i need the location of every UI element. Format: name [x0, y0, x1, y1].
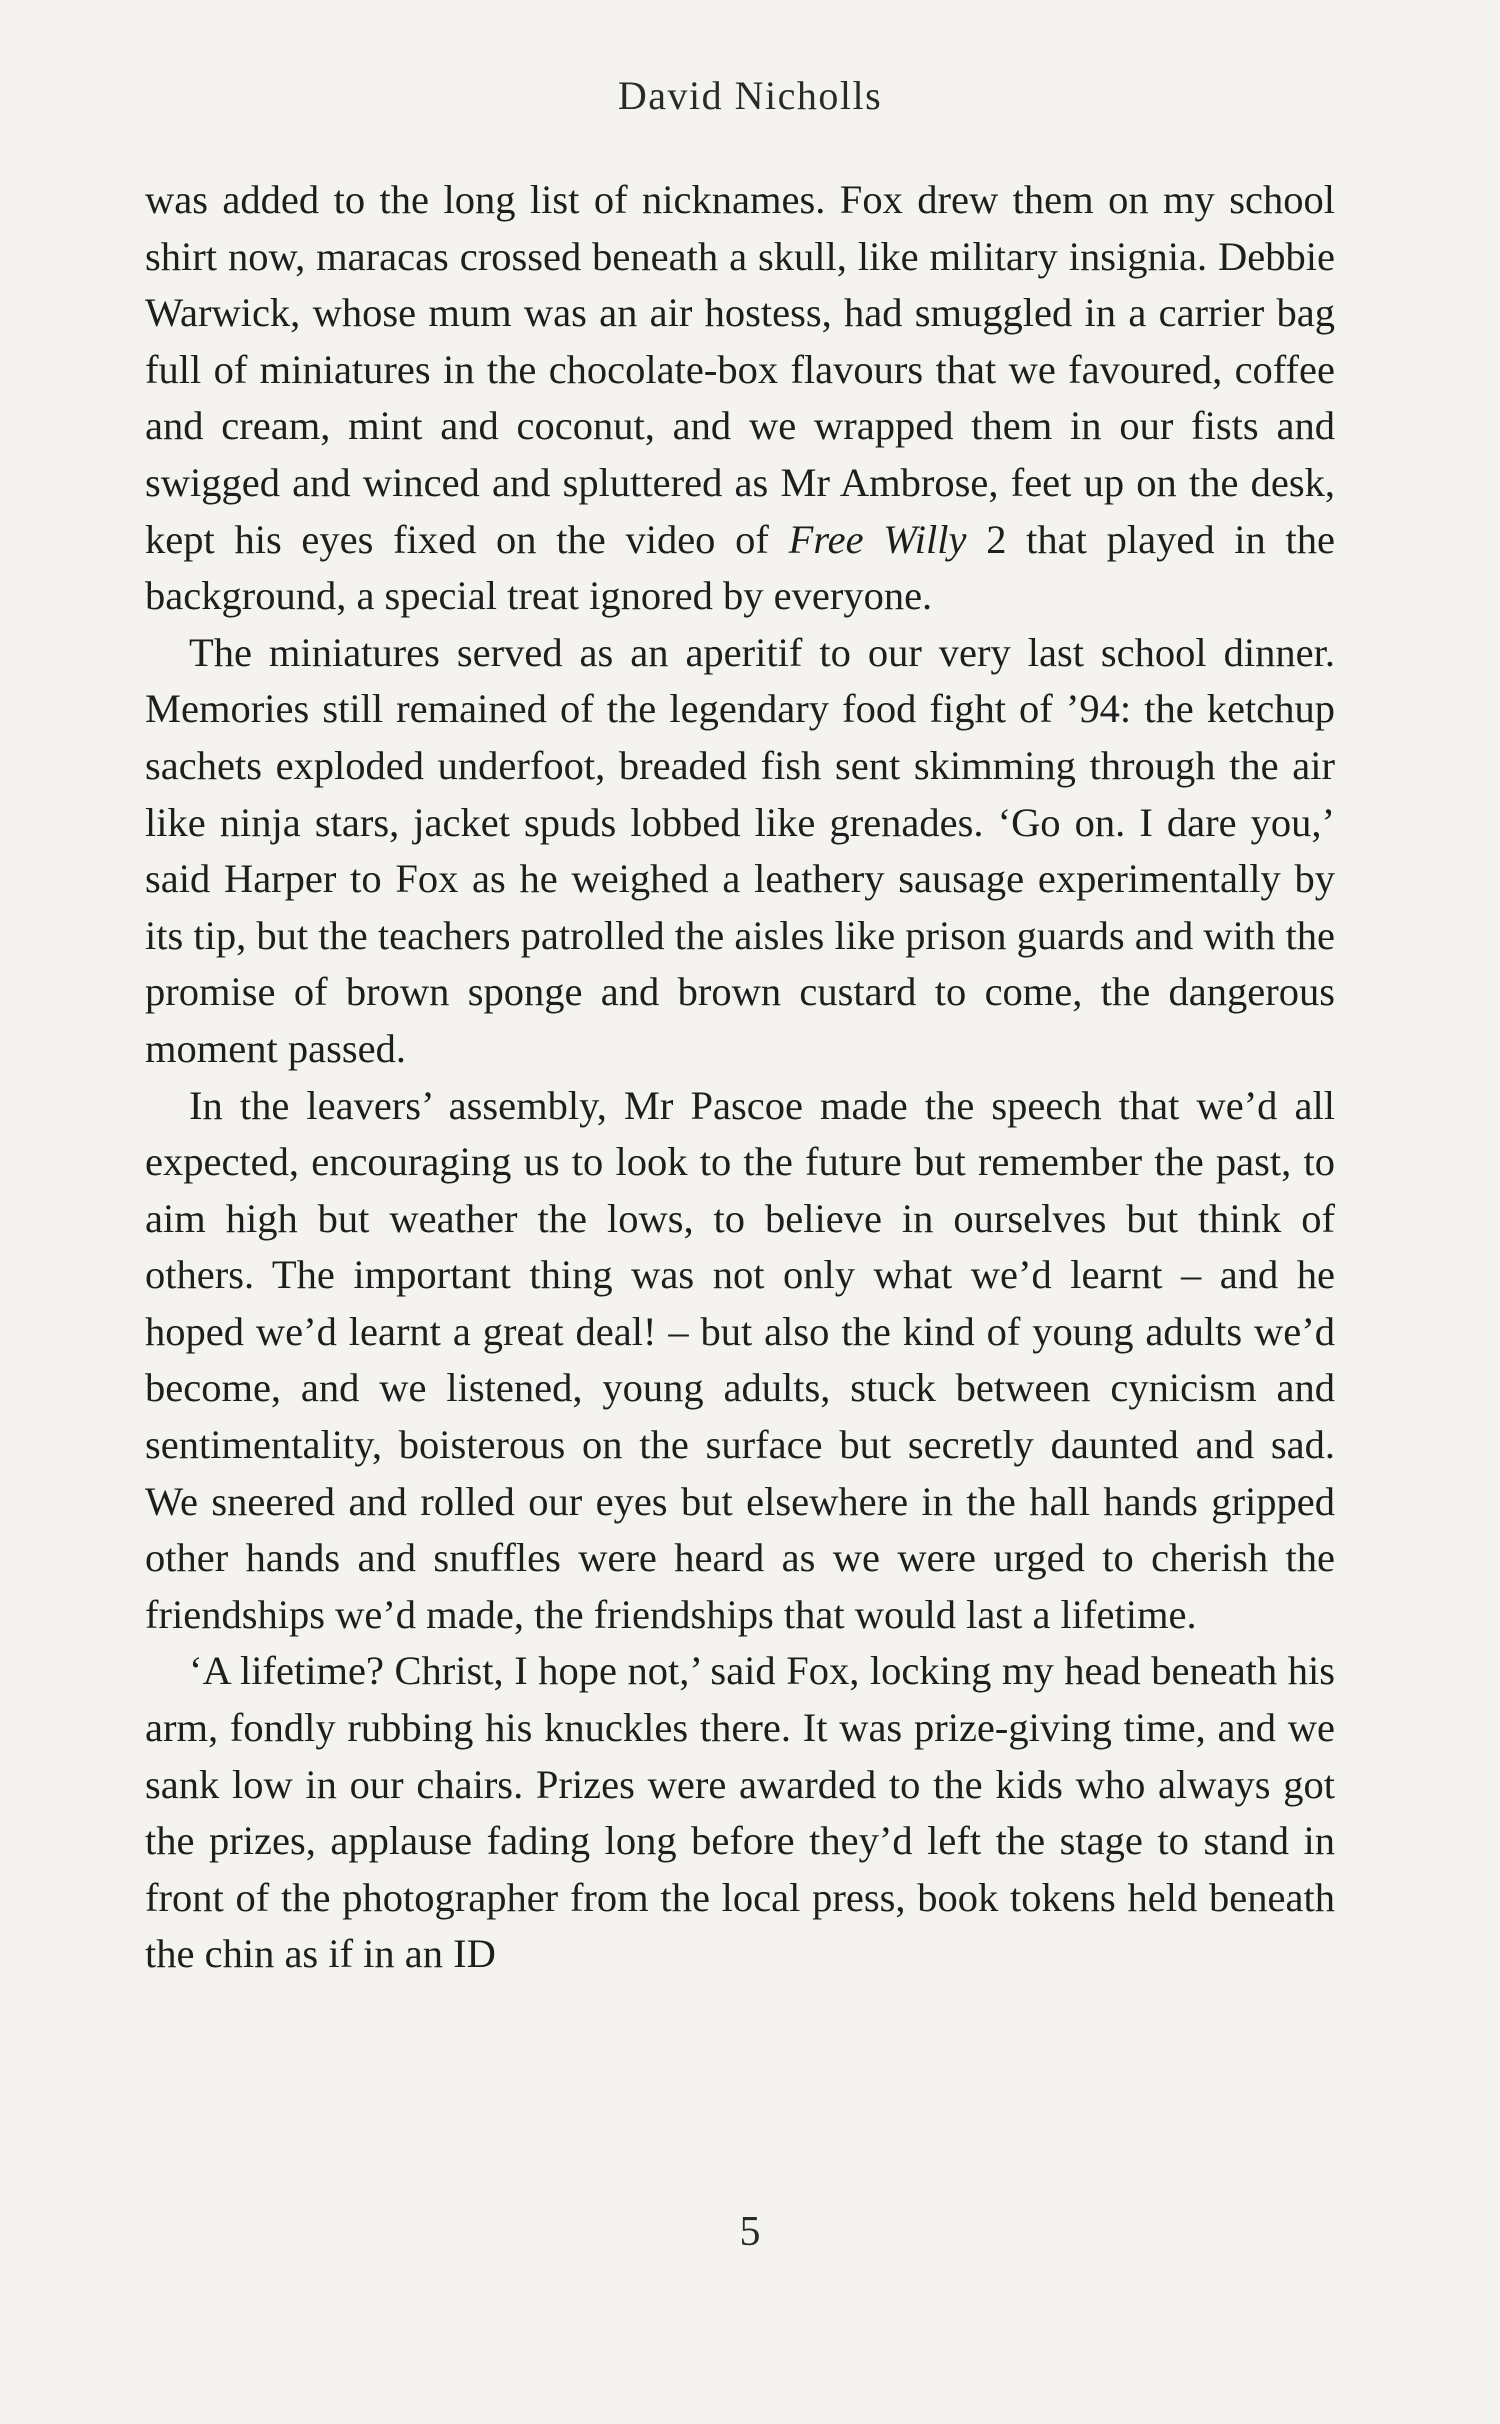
paragraph-2: The miniatures served as an aperitif to our very last school dinner. Memories still remained of the legendary food fight of ’94: the ketchup sachets exploded underfoot, breaded fish sent skimming through the air like ninja stars, jacket spuds lobbed like grenades. ‘Go on. I dare you,’ said Harper to Fox as he weighed a leathery sausage experimentally by its tip, but the teachers patrolled the aisles like prison guards and with the promise of brown sponge and brown custard to come, the dangerous moment passed. — [145, 629, 1335, 1071]
paragraph-1-text-a: was added to the long list of nicknames. Fox drew them on my school shirt now, maracas crossed beneath a skull, like military insignia. Debbie Warwick, whose mum was an air hostess, had smuggled in a carrier bag full of miniatures in the chocolate-box flavours that we favoured, coffee and cream, mint and coconut, and we wrapped them in our fists and swigged and winced and spluttered as Mr Ambrose, feet up on the desk, kept his eyes fixed on the video of — [145, 177, 1335, 562]
film-title: Free Willy — [788, 516, 967, 562]
running-head-author: David Nicholls — [617, 73, 883, 118]
paragraph-1-text-b: 2 that played in the background, a special treat ignored by everyone. — [145, 516, 1335, 619]
body-text — [145, 172, 1335, 1983]
paragraph-3: In the leavers’ assembly, Mr Pascoe made the speech that we’d all expected, encouraging us to look to the future but remember the past, to aim high but weather the lows, to believe in ourselves but think of others. The important thing was not only what we’d learnt – and he hoped we’d learnt a great deal! – but also the kind of young adults we’d become, and we listened, young adults, stuck between cynicism and sentimentality, boisterous on the surface but secretly daunted and sad. We sneered and rolled our eyes but elsewhere in the hall hands gripped other hands and snuffles were heard as we were urged to cherish the friendships we’d made, the friendships that would last a lifetime. — [145, 1082, 1335, 1637]
paragraph-1 — [145, 172, 1335, 625]
paragraph-4: ‘A lifetime? Christ, I hope not,’ said Fox, locking my head beneath his arm, fondly rubbing his knuckles there. It was prize-giving time, and we sank low in our chairs. Prizes were awarded to the kids who always got the prizes, applause fading long before they’d left the stage to stand in front of the photographer from the local press, book tokens held beneath the chin as if in an ID — [145, 1648, 1335, 1977]
page-number: 5 — [739, 2209, 761, 2255]
